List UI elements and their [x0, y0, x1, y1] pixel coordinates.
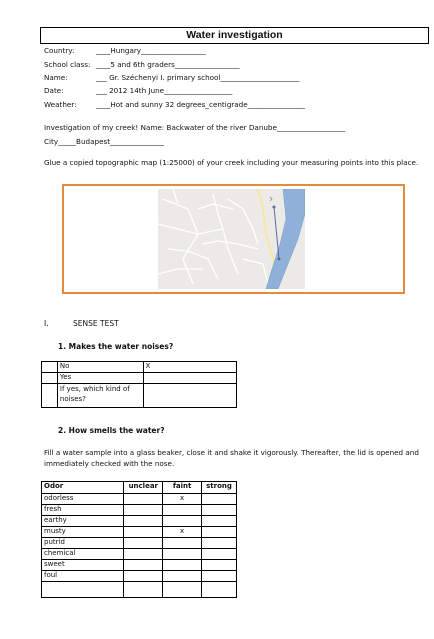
table-row: [42, 527, 237, 538]
topographic-map: [158, 189, 305, 289]
table-row: [42, 362, 237, 373]
table-cell: [202, 560, 237, 571]
section-label: SENSE TEST: [73, 319, 119, 328]
table-cell: [42, 384, 58, 408]
table-cell: [202, 516, 237, 527]
info-value: ____5 and 6th graders__________________: [96, 60, 240, 69]
smell-instructions: Fill a water sample into a glass beaker, close it and shake it vigorously. Thereafter, the lid is opened and immediately checked with the nose.: [44, 448, 419, 468]
city-line: City_____Budapest_______________: [44, 137, 164, 146]
info-value: ___ 2012 14th June___________________: [96, 86, 233, 95]
table-cell: [124, 516, 163, 527]
info-label: School class:: [44, 60, 91, 69]
table-row: [42, 560, 237, 571]
table-cell: [42, 582, 124, 598]
table-row: [42, 494, 237, 505]
table-cell: x: [163, 527, 202, 538]
table-cell: Yes: [57, 373, 143, 384]
table-cell: putrid: [42, 538, 124, 549]
column-header: faint: [163, 482, 202, 494]
table-cell: [124, 494, 163, 505]
table-cell: earthy: [42, 516, 124, 527]
table-cell: [163, 538, 202, 549]
table-cell: [202, 527, 237, 538]
glue-map-instruction: Glue a copied topographic map (1:25000) of your creek including your measuring points into this place.: [44, 158, 419, 167]
table-cell: chemical: [42, 549, 124, 560]
table-cell: [124, 571, 163, 582]
info-label: Date:: [44, 86, 64, 95]
table-cell: [163, 549, 202, 560]
table-cell: odorless: [42, 494, 124, 505]
table-cell: [202, 538, 237, 549]
column-header: unclear: [124, 482, 163, 494]
table-cell: [202, 494, 237, 505]
section-number: I.: [44, 319, 49, 328]
table-cell: [124, 582, 163, 598]
info-value: ____Hungary__________________: [96, 46, 206, 55]
document-title: Water investigation: [40, 27, 429, 44]
info-value: ____Hot and sunny 32 degrees_centigrade________________: [96, 100, 306, 109]
table-cell: [163, 516, 202, 527]
table-cell: foul: [42, 571, 124, 582]
table-cell: [163, 505, 202, 516]
table-cell: [124, 549, 163, 560]
table-row: [42, 505, 237, 516]
table-cell: X: [143, 362, 236, 373]
table-cell: [124, 527, 163, 538]
table-row: [42, 384, 237, 408]
table-cell: [143, 373, 236, 384]
table-cell: [143, 384, 236, 408]
table-cell: [42, 373, 58, 384]
table-cell: [202, 505, 237, 516]
map-frame: [62, 184, 405, 294]
table-cell: [42, 362, 58, 373]
table-row: [42, 571, 237, 582]
question-noises: 1. Makes the water noises?: [58, 342, 174, 351]
column-header: Odor: [42, 482, 124, 494]
noise-table: [41, 361, 237, 408]
info-label: Country:: [44, 46, 75, 55]
table-cell: [124, 505, 163, 516]
table-cell: [202, 549, 237, 560]
info-label: Name:: [44, 73, 68, 82]
section-sense-test: [44, 319, 119, 328]
table-cell: fresh: [42, 505, 124, 516]
info-label: Weather:: [44, 100, 77, 109]
table-row: [42, 582, 237, 598]
question-smell: 2. How smells the water?: [58, 426, 165, 435]
map-drawing: [158, 189, 305, 289]
table-cell: musty: [42, 527, 124, 538]
creek-name-line: Investigation of my creek! Name: Backwater of the river Danube___________________: [44, 123, 346, 132]
table-cell: [202, 571, 237, 582]
table-header-row: [42, 482, 237, 494]
table-cell: [163, 571, 202, 582]
table-cell: No: [57, 362, 143, 373]
column-header: strong: [202, 482, 237, 494]
table-cell: [124, 538, 163, 549]
table-row: [42, 549, 237, 560]
table-cell: [163, 560, 202, 571]
odor-table: [41, 481, 237, 598]
table-cell: x: [163, 494, 202, 505]
table-cell: [202, 582, 237, 598]
table-row: [42, 516, 237, 527]
info-value: ___ Gr. Széchenyi I. primary school______________________: [96, 73, 300, 82]
table-row: [42, 373, 237, 384]
table-cell: [163, 582, 202, 598]
table-cell: sweet: [42, 560, 124, 571]
table-cell: [124, 560, 163, 571]
table-row: [42, 538, 237, 549]
table-cell: If yes, which kind of noises?: [57, 384, 143, 408]
